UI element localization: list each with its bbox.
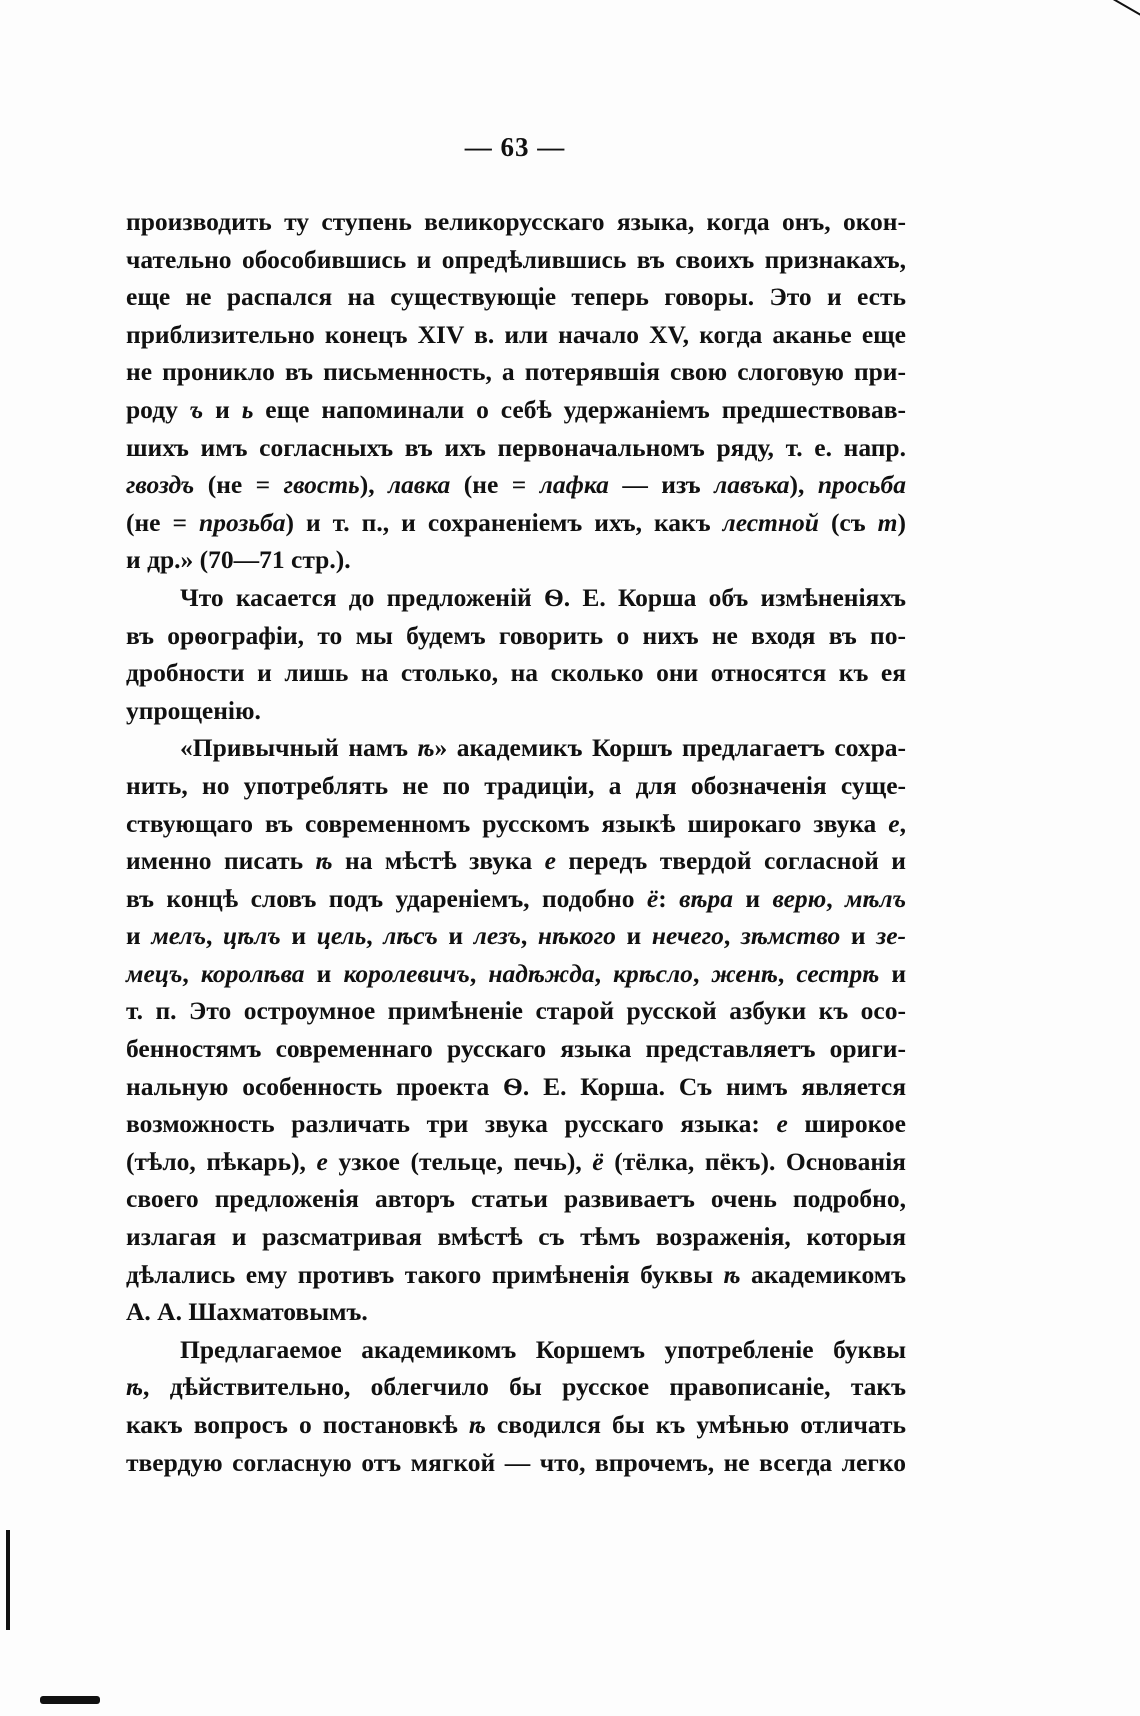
text-run: какъ вопросъ о постановкѣ xyxy=(126,1410,469,1439)
text-run: (не = xyxy=(126,507,200,537)
italic-word: надѣжда xyxy=(488,958,595,988)
text-line xyxy=(126,579,906,617)
text-run: упрощенію. xyxy=(126,695,261,725)
italic-word: мецъ xyxy=(126,958,183,988)
text-line xyxy=(126,767,906,805)
text-line xyxy=(126,353,906,391)
text-run: , xyxy=(777,958,797,988)
italic-word: прозьба xyxy=(199,507,286,537)
text-run: (тѣло, пѣкарь), xyxy=(126,1146,317,1176)
text-line xyxy=(126,880,906,918)
italic-word: мѣлъ xyxy=(845,883,907,913)
text-line xyxy=(126,1406,906,1444)
text-run: , xyxy=(899,808,906,838)
text-line xyxy=(126,1331,906,1369)
italic-word: лавка xyxy=(388,470,451,500)
text-run: и xyxy=(280,921,317,951)
text-run: широкое xyxy=(787,1109,907,1139)
italic-word: мелъ xyxy=(151,921,207,951)
paragraph xyxy=(126,1331,906,1481)
text-run: , xyxy=(594,958,614,988)
italic-word: ѣ xyxy=(315,846,333,876)
italic-word: нѣкого xyxy=(537,921,616,951)
text-run: бенностямъ современнаго русскаго языка представляетъ ориги- xyxy=(126,1034,906,1064)
text-run: твердую согласную отъ мягкой — что, впрочемъ, не всегда легко xyxy=(126,1447,906,1477)
text-run: возможность различать три звука русскаго языка: xyxy=(126,1109,777,1139)
text-line xyxy=(126,1180,906,1218)
text-run: дробности и лишь на столько, на сколько они относятся къ ея xyxy=(126,658,906,688)
text-run: и xyxy=(840,921,877,951)
italic-word: е xyxy=(776,1109,788,1139)
text-run: , xyxy=(723,921,741,951)
paragraph xyxy=(126,729,906,1331)
body-text xyxy=(126,203,906,1481)
italic-word: цель xyxy=(316,921,367,951)
paragraph xyxy=(126,203,906,579)
text-run: приблизительно конецъ XIV в. или начало XV, когда аканье еще xyxy=(126,319,906,349)
italic-word: т xyxy=(877,507,898,537)
text-run: именно писать xyxy=(126,846,316,876)
text-run: академикомъ xyxy=(740,1259,907,1289)
text-run: , xyxy=(366,921,384,951)
text-run: т. п. Это остроумное примѣненіе старой русской азбуки къ осо- xyxy=(126,996,906,1026)
text-line xyxy=(126,617,906,655)
text-run: ствующаго въ современномъ русскомъ языкѣ широкаго звука xyxy=(126,808,889,838)
italic-word: лавъка xyxy=(714,470,790,500)
text-run: и xyxy=(615,921,652,951)
text-line xyxy=(126,1256,906,1294)
italic-word: просьба xyxy=(817,470,906,500)
italic-word: ѣ xyxy=(417,733,435,763)
text-run: нальную особенность проекта Ѳ. Е. Корша. Съ нимъ является xyxy=(126,1071,906,1101)
text-run: , xyxy=(182,958,201,988)
italic-word: ъ xyxy=(189,394,204,424)
text-line xyxy=(126,1293,906,1331)
text-line xyxy=(126,1068,906,1106)
text-run: и xyxy=(879,958,907,988)
text-run: , xyxy=(520,921,538,951)
italic-word: нечего xyxy=(651,921,724,951)
italic-word: ё xyxy=(646,883,659,913)
italic-word: ѣ xyxy=(468,1410,486,1439)
text-line xyxy=(126,654,906,692)
text-run: въ орѳографіи, то мы будемъ говорить о нихъ не входя въ по- xyxy=(126,620,906,650)
italic-word: е xyxy=(888,808,900,838)
italic-word: гвоздъ xyxy=(126,470,195,500)
paragraph xyxy=(126,579,906,729)
italic-word: королѣва xyxy=(200,958,305,988)
italic-word: сестрѣ xyxy=(796,958,880,988)
italic-word: ѣ xyxy=(126,1372,144,1402)
text-run: нить, но употреблять не по традиціи, а для обозначенія суще- xyxy=(126,770,906,800)
text-run: и xyxy=(437,921,474,951)
text-run: и xyxy=(203,394,242,424)
italic-word: гвость xyxy=(283,470,360,500)
italic-word: зе- xyxy=(876,921,907,951)
italic-word: королевичъ xyxy=(343,958,470,988)
text-line xyxy=(126,955,906,993)
text-line xyxy=(126,316,906,354)
italic-word: женѣ xyxy=(711,958,778,988)
text-run: шихъ имъ согласныхъ въ ихъ первоначальномъ ряду, т. е. напр. xyxy=(126,432,906,462)
italic-word: ё xyxy=(592,1146,604,1176)
text-line xyxy=(126,278,906,316)
text-line xyxy=(126,1368,906,1406)
scan-corner-line xyxy=(1112,0,1140,16)
text-run: , xyxy=(826,883,846,913)
text-line xyxy=(126,992,906,1030)
italic-word: ѣ xyxy=(723,1259,741,1289)
text-run: Предлагаемое академикомъ Коршемъ употребленіе буквы xyxy=(180,1334,906,1364)
text-run: не проникло въ письменность, а потерявшія свою слоговую при- xyxy=(126,357,906,387)
text-run: и xyxy=(304,958,344,988)
text-run: (тёлка, пёкъ). Основанія xyxy=(603,1146,906,1176)
text-line xyxy=(126,429,906,467)
text-line xyxy=(126,842,906,880)
text-run: еще напоминали о себѣ удержаніемъ предшествовав- xyxy=(253,394,906,424)
italic-word: зѣмство xyxy=(740,921,841,951)
italic-word: лѣсъ xyxy=(383,921,438,951)
italic-word: цѣлъ xyxy=(223,921,281,951)
text-line xyxy=(126,466,906,504)
italic-word: крѣсло xyxy=(613,958,693,988)
text-run: ), xyxy=(359,470,389,500)
italic-word: лестной xyxy=(722,507,819,537)
text-line xyxy=(126,504,906,542)
italic-word: е xyxy=(316,1146,328,1176)
text-line xyxy=(126,1218,906,1256)
text-run: ) xyxy=(897,507,906,537)
text-run: дѣлались ему противъ такого примѣненія буквы xyxy=(126,1259,724,1289)
text-line xyxy=(126,241,906,279)
text-line xyxy=(126,1030,906,1068)
text-run: передъ твердой согласной и xyxy=(555,846,906,876)
text-line xyxy=(126,1444,906,1482)
text-line xyxy=(126,541,906,579)
scan-edge-mark xyxy=(6,1530,10,1630)
text-line xyxy=(126,1105,906,1143)
text-run: излагая и разсматривая вмѣстѣ съ тѣмъ возраженія, которыя xyxy=(126,1222,906,1252)
text-run: (съ xyxy=(818,507,878,537)
text-line xyxy=(126,917,906,955)
italic-word: верю xyxy=(772,883,827,913)
text-run: производить ту ступень великорусскаго языка, когда онъ, окон- xyxy=(126,207,906,236)
text-run: и xyxy=(733,883,773,913)
text-line xyxy=(126,729,906,767)
text-run: роду xyxy=(126,394,190,424)
text-run: » академикъ Коршъ предлагаетъ сохра- xyxy=(434,733,906,763)
text-run: , xyxy=(692,958,712,988)
text-line xyxy=(126,391,906,429)
text-run: , xyxy=(206,921,224,951)
text-run: чательно обособившись и опредѣлившись въ своихъ признакахъ, xyxy=(126,244,906,274)
page-number: — 63 — xyxy=(464,132,566,162)
text-line xyxy=(126,805,906,843)
italic-word: лафка xyxy=(539,470,609,500)
text-run: своего предложенія авторъ статьи развиваетъ очень подробно, xyxy=(126,1184,906,1214)
text-run: , xyxy=(469,958,489,988)
italic-word: лезъ xyxy=(473,921,521,951)
text-run: , дѣйствительно, облегчило бы русское правописаніе, такъ xyxy=(143,1372,906,1402)
text-run: — изъ xyxy=(608,470,715,500)
text-run: (не = xyxy=(194,470,284,500)
text-run: и др.» (70—71 стр.). xyxy=(126,545,351,575)
italic-word: ь xyxy=(241,394,254,424)
text-run: въ концѣ словъ подъ удареніемъ, подобно xyxy=(126,883,647,913)
text-run: : xyxy=(658,883,680,913)
text-run: ), xyxy=(789,470,818,500)
text-run: на мѣстѣ звука xyxy=(332,846,545,876)
text-run: (не = xyxy=(450,470,540,500)
text-run: узкое (тельце, печь), xyxy=(327,1146,593,1176)
italic-word: е xyxy=(544,846,556,876)
scan-smudge xyxy=(40,1696,100,1704)
text-run: сводился бы къ умѣнью отличать xyxy=(485,1410,906,1439)
text-run: «Привычный намъ xyxy=(180,733,418,763)
text-line xyxy=(126,203,906,241)
text-run: ) и т. п., и сохраненіемъ ихъ, какъ xyxy=(285,507,723,537)
text-run: Что касается до предложеній Ѳ. Е. Корша объ измѣненіяхъ xyxy=(180,582,906,612)
text-run: и xyxy=(126,921,152,951)
text-line xyxy=(126,692,906,730)
text-run: А. А. Шахматовымъ. xyxy=(126,1297,368,1327)
text-line xyxy=(126,1143,906,1181)
text-run: еще не распался на существующіе теперь говоры. Это и есть xyxy=(126,282,906,312)
italic-word: вѣра xyxy=(679,883,734,913)
